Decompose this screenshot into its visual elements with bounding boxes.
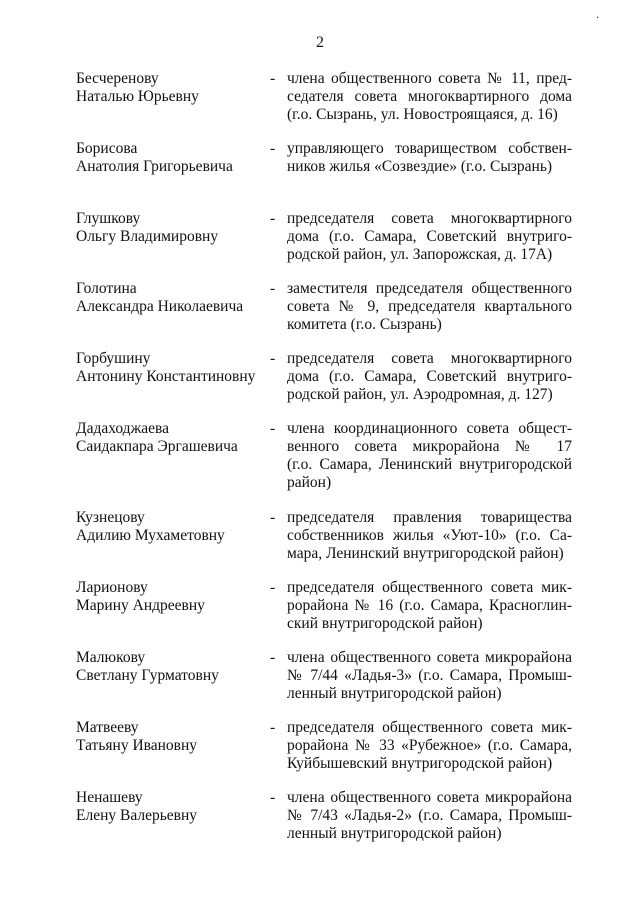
separator-dash: - (270, 280, 276, 297)
description-line: председателя совета многоквартирного (287, 210, 572, 227)
surname: Голотина (76, 280, 137, 297)
separator-dash: - (270, 140, 276, 157)
surname: Борисова (76, 140, 138, 157)
given-names: Александра Николаевича (76, 298, 244, 315)
description-line: заместителя председателя общественного (287, 280, 572, 297)
description-line: комитета (г.о. Сызрань) (287, 316, 442, 333)
list-item (76, 509, 572, 579)
list-item (76, 649, 572, 719)
separator-dash: - (270, 719, 276, 736)
person-name (76, 350, 266, 386)
description-line: председателя совета многоквартирного (287, 350, 572, 367)
list-item (76, 420, 572, 509)
list-item (76, 350, 572, 420)
person-name (76, 509, 266, 545)
separator-dash: - (270, 210, 276, 227)
given-names: Татьяну Ивановну (76, 737, 198, 754)
given-names: Марину Андреевну (76, 597, 205, 614)
description-line: ский внутригородской район) (287, 615, 483, 632)
description-line: председателя общественного совета мик- (287, 719, 572, 736)
separator-dash: - (270, 350, 276, 367)
description-line: район) (287, 474, 332, 491)
separator-dash: - (270, 509, 276, 526)
description-line: председателя правления товарищества (287, 509, 572, 526)
description-line: родской район, ул. Аэродромная, д. 127) (287, 386, 553, 403)
description-line: члена общественного совета № 11, пред- (287, 70, 572, 87)
position-description (287, 140, 572, 176)
separator-dash: - (270, 579, 276, 596)
description-line: члена координационного совета общест- (287, 420, 572, 437)
person-name (76, 579, 266, 615)
list-item (76, 719, 572, 789)
surname: Горбушину (76, 350, 151, 367)
description-line: (г.о. Сызрань, ул. Новостроящаяся, д. 16) (287, 106, 558, 123)
description-line: № 7/43 «Ладья-2» (г.о. Самара, Промыш- (287, 807, 572, 824)
description-line: управляющего товариществом собствен- (287, 140, 572, 157)
given-names: Адилию Мухаметовну (76, 527, 225, 544)
surname: Матвееву (76, 719, 139, 736)
given-names: Анатолия Григорьевича (76, 158, 233, 175)
description-line: № 7/44 «Ладья-3» (г.о. Самара, Промыш- (287, 667, 572, 684)
corner-mark: · (596, 13, 600, 24)
description-line: ников жилья «Созвездие» (г.о. Сызрань) (287, 158, 553, 175)
description-line: седателя совета многоквартирного дома (287, 88, 572, 105)
position-description (287, 280, 572, 334)
surname: Дадаходжаева (76, 420, 170, 437)
appointee-list (76, 70, 572, 859)
person-name (76, 420, 266, 456)
person-name (76, 210, 266, 246)
surname: Глушкову (76, 210, 141, 227)
list-item (76, 70, 572, 140)
person-name (76, 70, 266, 106)
description-line: члена общественного совета микрорайона (287, 789, 572, 806)
description-line: совета № 9, председателя квартального (287, 298, 572, 315)
position-description (287, 350, 572, 404)
description-line: венного совета микрорайона № 17 (287, 438, 572, 455)
description-line: члена общественного совета микрорайона (287, 649, 572, 666)
description-line: ленный внутригородской район) (287, 825, 502, 842)
separator-dash: - (270, 649, 276, 666)
person-name (76, 280, 266, 316)
position-description (287, 509, 572, 563)
given-names: Светлану Гурматовну (76, 667, 219, 684)
description-line: ленный внутригородской район) (287, 685, 502, 702)
list-item (76, 579, 572, 649)
position-description (287, 719, 572, 773)
person-name (76, 789, 266, 825)
surname: Бесчеренову (76, 70, 159, 87)
list-item (76, 789, 572, 859)
description-line: собственников жилья «Уют-10» (г.о. Са- (287, 527, 572, 544)
position-description (287, 210, 572, 264)
position-description (287, 789, 572, 843)
position-description (287, 579, 572, 633)
surname: Ненашеву (76, 789, 143, 806)
position-description (287, 649, 572, 703)
page-number: 2 (316, 34, 324, 51)
list-item (76, 210, 572, 280)
given-names: Наталью Юрьевну (76, 88, 199, 105)
description-line: Куйбышевский внутригородской район) (287, 755, 553, 772)
person-name (76, 649, 266, 685)
list-item (76, 140, 572, 210)
position-description (287, 420, 572, 492)
given-names: Елену Валерьевну (76, 807, 198, 824)
description-line: мара, Ленинский внутригородской район) (287, 545, 564, 562)
description-line: председателя общественного совета мик- (287, 579, 572, 596)
description-line: (г.о. Самара, Ленинский внутригородской (287, 456, 572, 473)
person-name (76, 140, 266, 176)
description-line: дома (г.о. Самара, Советский внутриго- (287, 228, 572, 245)
surname: Кузнецову (76, 509, 145, 526)
given-names: Антонину Константиновну (76, 368, 256, 385)
given-names: Ольгу Владимировну (76, 228, 219, 245)
separator-dash: - (270, 420, 276, 437)
surname: Ларионову (76, 579, 148, 596)
separator-dash: - (270, 70, 276, 87)
position-description (287, 70, 572, 124)
description-line: рорайона № 33 «Рубежное» (г.о. Самара, (287, 737, 572, 754)
list-item (76, 280, 572, 350)
given-names: Саидакпара Эргашевича (76, 438, 238, 455)
person-name (76, 719, 266, 755)
description-line: дома (г.о. Самара, Советский внутриго- (287, 368, 572, 385)
description-line: рорайона № 16 (г.о. Самара, Красноглин- (287, 597, 572, 614)
surname: Малюкову (76, 649, 146, 666)
description-line: родской район, ул. Запорожская, д. 17А) (287, 246, 553, 263)
separator-dash: - (270, 789, 276, 806)
